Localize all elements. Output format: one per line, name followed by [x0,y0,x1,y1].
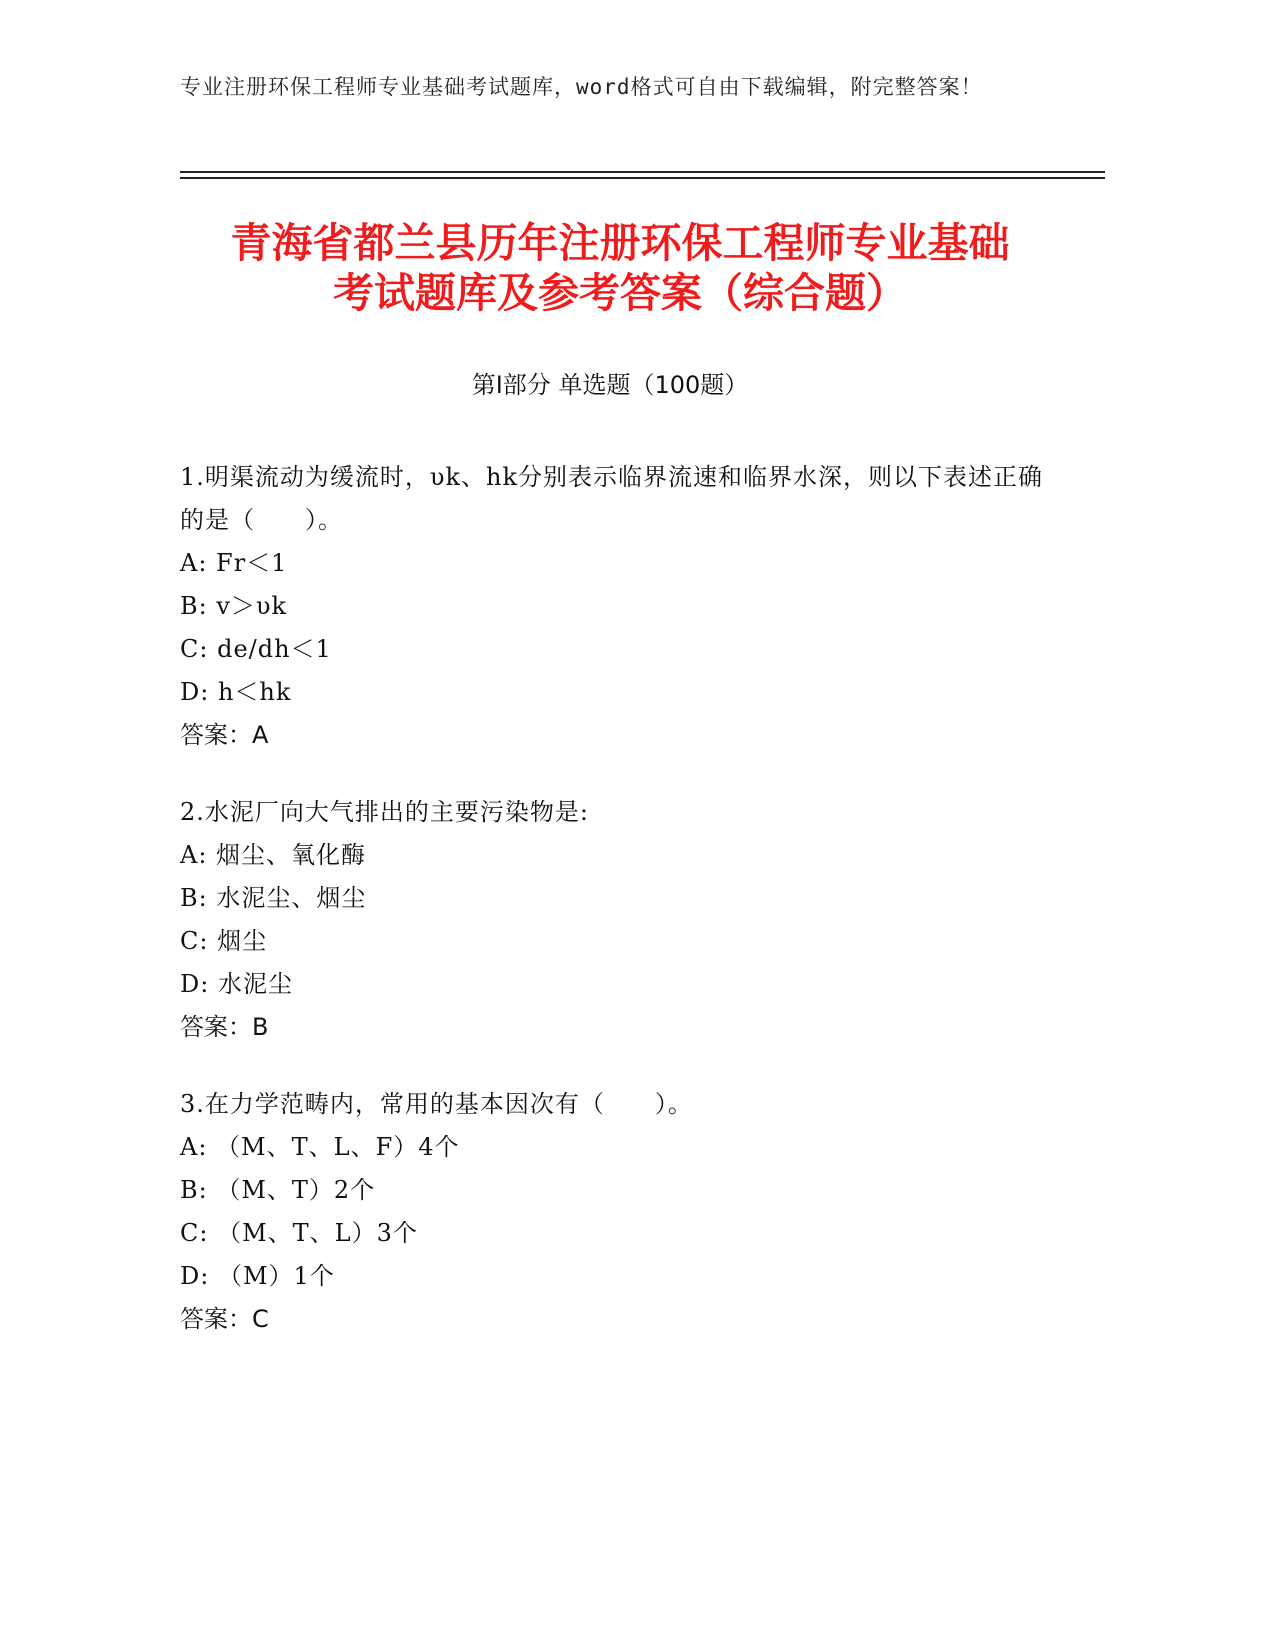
question-1 [180,456,1060,757]
option-b: B: （M、T）2个 [180,1176,376,1204]
document-title-line-1: 青海省都兰县历年注册环保工程师专业基础 [230,219,1010,267]
answer: 答案：B [180,1013,269,1041]
question-text: 2.水泥厂向大气排出的主要污染物是: [180,798,589,826]
option-a: A: （M、T、L、F）4个 [180,1133,460,1161]
document-title [150,218,1090,318]
section-title: 第Ⅰ部分 单选题（100题） [471,371,749,399]
option-d: D: h＜hk [180,678,292,706]
document-title-line-2: 考试题库及参考答案（综合题） [333,269,907,317]
header-divider-bottom [180,177,1105,179]
option-c: C: （M、T、L）3个 [180,1219,418,1247]
option-a: A: Fr＜1 [180,549,288,577]
answer: 答案：A [180,721,269,749]
header-divider-top [180,171,1105,173]
option-c: C: 烟尘 [180,927,268,955]
header-note: 专业注册环保工程师专业基础考试题库，word格式可自由下载编辑，附完整答案！ [180,75,983,99]
question-list [180,456,1060,1375]
option-c: C: de/dh＜1 [180,635,332,663]
answer: 答案：C [180,1305,269,1333]
option-a: A: 烟尘、氧化酶 [180,841,367,869]
question-text: 1.明渠流动为缓流时，υk、hk分别表示临界流速和临界水深，则以下表述正确的是（ ）。 [180,463,1044,534]
question-3 [180,1083,1060,1341]
option-b: B: v＞υk [180,592,288,620]
question-2 [180,791,1060,1049]
option-d: D: （M）1个 [180,1262,335,1290]
option-d: D: 水泥尘 [180,970,293,998]
option-b: B: 水泥尘、烟尘 [180,884,367,912]
question-text: 3.在力学范畴内，常用的基本因次有（ ）。 [180,1090,693,1118]
